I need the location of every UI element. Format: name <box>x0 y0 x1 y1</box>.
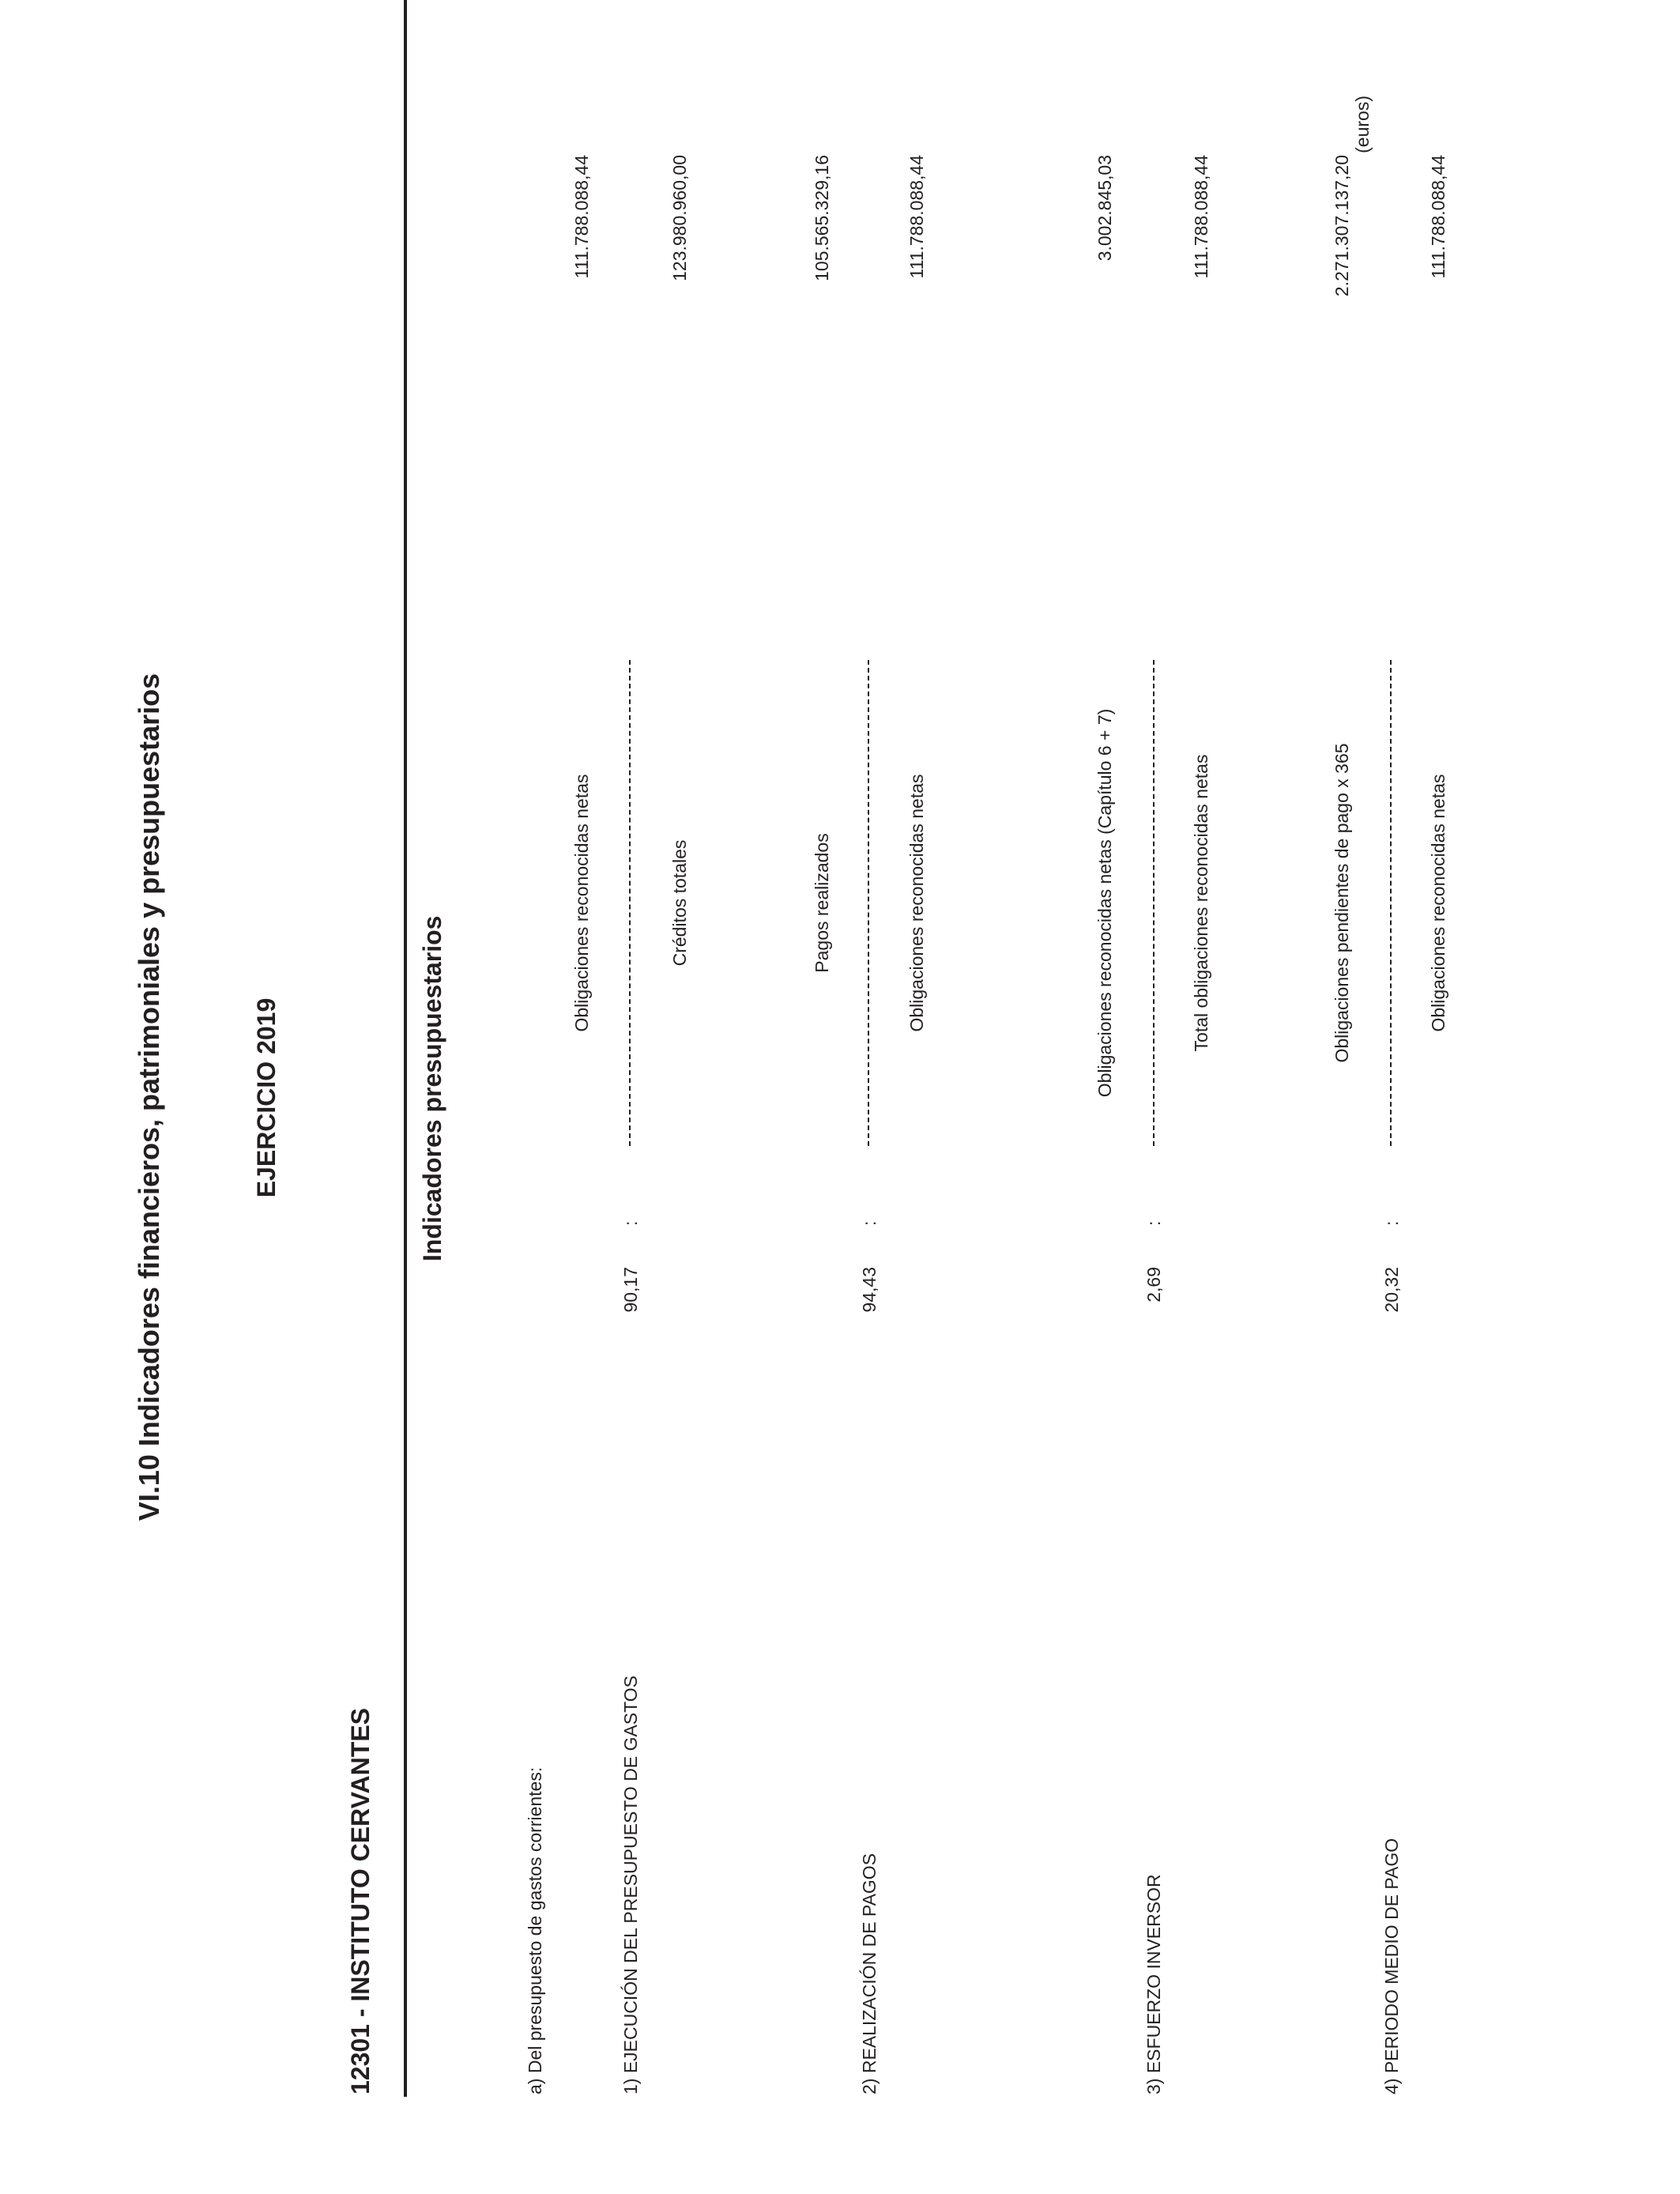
fraction-line <box>1390 660 1392 1146</box>
indicator-separator: : <box>859 1220 880 1226</box>
numerator-value: 3.002.845,03 <box>1094 155 1115 262</box>
numerator-value: 105.565.329,16 <box>812 155 832 281</box>
indicator-label: 3) ESFUERZO INVERSOR <box>1143 1874 1164 2094</box>
units-label: (euros) <box>1352 96 1373 153</box>
numerator-label: Obligaciones reconocidas netas (Capítulo 6 + 7) <box>1094 708 1115 1098</box>
indicator-separator: : <box>1143 1220 1164 1226</box>
indicator-value: 20,32 <box>1381 1267 1402 1313</box>
indicator-separator: : <box>1381 1220 1402 1226</box>
indicator-label: 1) EJECUCIÓN DEL PRESUPUESTO DE GASTOS <box>620 1676 641 2094</box>
numerator-label: Obligaciones reconocidas netas <box>571 774 592 1032</box>
fraction-line <box>868 660 869 1146</box>
denominator-label: Obligaciones reconocidas netas <box>906 774 927 1032</box>
subsection-label: a) Del presupuesto de gastos corrientes: <box>525 1766 545 2094</box>
indicator-value: 90,17 <box>620 1267 641 1313</box>
denominator-value: 123.980.960,00 <box>669 155 690 281</box>
denominator-value: 111.788.088,44 <box>1191 155 1211 279</box>
fraction-line <box>1153 660 1155 1146</box>
numerator-value: 111.788.088,44 <box>571 155 592 279</box>
numerator-label: Pagos realizados <box>812 833 832 973</box>
numerator-value: 2.271.307.137,20 <box>1332 155 1352 297</box>
numerator-label: Obligaciones pendientes de pago x 365 <box>1332 743 1352 1063</box>
indicator-separator: : <box>620 1220 641 1226</box>
header-rule <box>404 0 407 2097</box>
indicator-label: 2) REALIZACIÓN DE PAGOS <box>859 1853 880 2094</box>
denominator-label: Obligaciones reconocidas netas <box>1428 774 1448 1032</box>
indicator-value: 94,43 <box>859 1267 880 1313</box>
denominator-value: 111.788.088,44 <box>906 155 927 279</box>
indicator-label: 4) PERIODO MEDIO DE PAGO <box>1381 1838 1402 2094</box>
page-title: VI.10 Indicadores financieros, patrimoniales y presupuestarios <box>133 673 165 1521</box>
indicator-value: 2,69 <box>1143 1267 1164 1302</box>
fraction-line <box>629 660 631 1146</box>
exercise-heading: EJERCICIO 2019 <box>252 997 281 1198</box>
denominator-label: Total obligaciones reconocidas netas <box>1191 754 1211 1052</box>
section-title: Indicadores presupuestarios <box>418 915 446 1261</box>
denominator-label: Créditos totales <box>669 839 690 967</box>
entity-name: 12301 - INSTITUTO CERVANTES <box>346 1707 375 2094</box>
denominator-value: 111.788.088,44 <box>1428 155 1448 279</box>
